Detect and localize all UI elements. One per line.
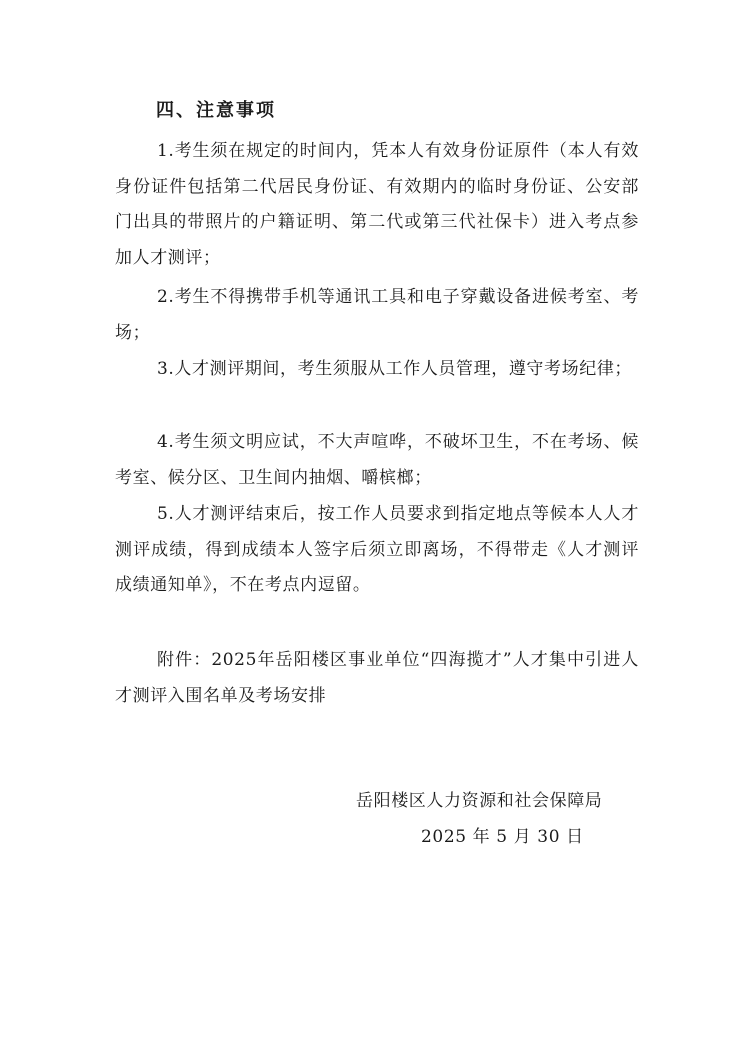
notice-item-3: 3.人才测评期间，考生须服从工作人员管理，遵守考场纪律； xyxy=(157,359,633,379)
attachment-note: 附件：2025年岳阳楼区事业单位“四海揽才”人才集中引进人才测评入围名单及考场安排 xyxy=(115,650,639,706)
issue-date: 2025 年 5 月 30 日 xyxy=(421,827,584,847)
section-heading: 四、注意事项 xyxy=(156,100,276,121)
notice-item-2: 2.考生不得携带手机等通讯工具和电子穿戴设备进候考室、考场； xyxy=(115,287,639,343)
notice-item-1: 1.考生须在规定的时间内，凭本人有效身份证原件（本人有效身份证件包括第二代居民身份证、有效期内的临时身份证、公安部门出具的带照片的户籍证明、第二代或第三代社保卡）进入考点参加人才测评； xyxy=(115,141,639,268)
issuing-organization: 岳阳楼区人力资源和社会保障局 xyxy=(356,791,603,811)
notice-item-5: 5.人才测评结束后，按工作人员要求到指定地点等候本人人才测评成绩，得到成绩本人签字后须立即离场，不得带走《人才测评成绩通知单》，不在考点内逗留。 xyxy=(115,504,639,595)
notice-item-4: 4.考生须文明应试，不大声喧哗，不破坏卫生，不在考场、候考室、候分区、卫生间内抽烟、嚼槟榔； xyxy=(115,432,639,488)
